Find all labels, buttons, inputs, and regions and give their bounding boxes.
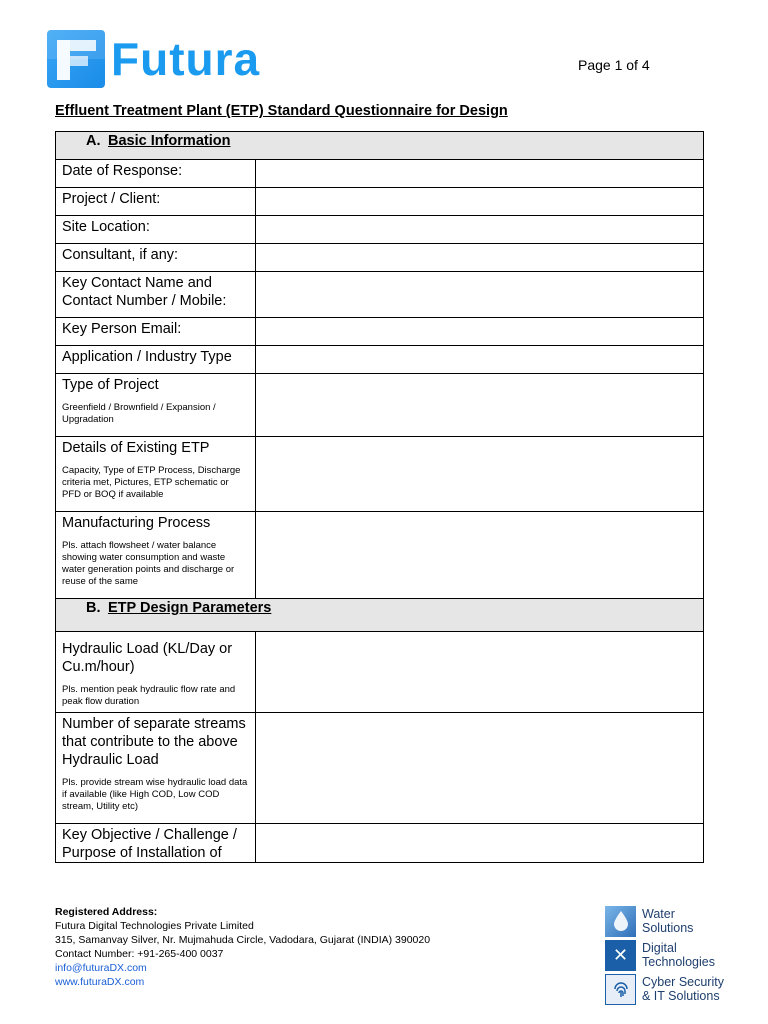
table-row bbox=[56, 346, 704, 374]
type-of-project-field[interactable] bbox=[256, 374, 704, 437]
table-row bbox=[56, 272, 704, 318]
field-label: Type of Project bbox=[62, 377, 159, 393]
field-label: Key Contact Name and Contact Number / Mobile: bbox=[62, 275, 227, 309]
division-badges bbox=[605, 905, 755, 1007]
table-row bbox=[56, 713, 704, 824]
table-row bbox=[56, 188, 704, 216]
field-hint: Greenfield / Brownfield / Expansion / Upgradation bbox=[62, 402, 216, 425]
table-row bbox=[56, 374, 704, 437]
badge-line2: Solutions bbox=[642, 921, 694, 935]
field-label: Hydraulic Load (KL/Day or Cu.m/hour) bbox=[62, 641, 233, 675]
field-label: Application / Industry Type bbox=[62, 349, 232, 365]
site-location-field[interactable] bbox=[256, 216, 704, 244]
field-label: Date of Response: bbox=[62, 163, 183, 179]
footer-address bbox=[55, 905, 430, 989]
company-logo bbox=[47, 30, 260, 88]
project-client-field[interactable] bbox=[256, 188, 704, 216]
company-address: 315, Samanvay Silver, Nr. Mujmahuda Circle, Vadodara, Gujarat (INDIA) 390020 bbox=[55, 934, 431, 946]
badge-line1: Water bbox=[642, 907, 675, 921]
key-contact-field[interactable] bbox=[256, 272, 704, 318]
badge-digital-technologies bbox=[605, 939, 755, 971]
industry-type-field[interactable] bbox=[256, 346, 704, 374]
company-name: Futura Digital Technologies Private Limited bbox=[55, 920, 254, 932]
field-label: Manufacturing Process bbox=[62, 515, 211, 531]
badge-water-solutions bbox=[605, 905, 755, 937]
table-row bbox=[56, 160, 704, 188]
table-row bbox=[56, 512, 704, 599]
field-label: Details of Existing ETP bbox=[62, 440, 210, 456]
website-link[interactable]: www.futuraDX.com bbox=[55, 976, 145, 988]
water-drop-icon bbox=[605, 906, 636, 937]
consultant-field[interactable] bbox=[256, 244, 704, 272]
email-link[interactable]: info@futuraDX.com bbox=[55, 962, 147, 974]
field-label: Site Location: bbox=[62, 219, 150, 235]
badge-line2: & IT Solutions bbox=[642, 989, 720, 1003]
manufacturing-process-field[interactable] bbox=[256, 512, 704, 599]
field-label: Key Objective / Challenge / Purpose of Installation of bbox=[62, 827, 237, 861]
existing-etp-field[interactable] bbox=[256, 437, 704, 512]
section-header-basic-information bbox=[56, 132, 704, 160]
field-hint: Pls. attach flowsheet / water balance showing water consumption and waste water generation points and discharge or reuse of the same bbox=[62, 540, 235, 587]
page-number: Page 1 of 4 bbox=[578, 57, 650, 73]
field-hint: Capacity, Type of ETP Process, Discharge criteria met, Pictures, ETP schematic or PFD or BOQ if available bbox=[62, 465, 241, 500]
registered-address-label: Registered Address: bbox=[55, 906, 158, 918]
section-title: ETP Design Parameters bbox=[108, 600, 272, 616]
table-row bbox=[56, 216, 704, 244]
field-hint: Pls. provide stream wise hydraulic load data if available (like High COD, Low COD stream, Utility etc) bbox=[62, 777, 248, 812]
futura-logo-icon bbox=[47, 30, 105, 88]
table-row bbox=[56, 632, 704, 713]
logo-text: Futura bbox=[111, 33, 261, 85]
x-mark-icon: ✕ bbox=[605, 940, 636, 971]
field-label: Number of separate streams that contribute to the above Hydraulic Load bbox=[62, 716, 246, 768]
section-letter: B. bbox=[86, 600, 101, 616]
separate-streams-field[interactable] bbox=[256, 713, 704, 824]
badge-cyber-security bbox=[605, 973, 755, 1005]
badge-line1: Cyber Security bbox=[642, 975, 724, 989]
fingerprint-icon bbox=[605, 974, 636, 1005]
field-label: Project / Client: bbox=[62, 191, 161, 207]
badge-line1: Digital bbox=[642, 941, 677, 955]
date-of-response-field[interactable] bbox=[256, 160, 704, 188]
field-label: Consultant, if any: bbox=[62, 247, 179, 263]
key-objective-field[interactable] bbox=[256, 824, 704, 863]
table-row bbox=[56, 244, 704, 272]
badge-line2: Technologies bbox=[642, 955, 715, 969]
table-row bbox=[56, 824, 704, 863]
field-hint: Pls. mention peak hydraulic flow rate and peak flow duration bbox=[62, 684, 236, 707]
questionnaire-table bbox=[55, 131, 704, 863]
document-title: Effluent Treatment Plant (ETP) Standard Questionnaire for Design bbox=[55, 103, 508, 119]
table-row bbox=[56, 437, 704, 512]
section-letter: A. bbox=[86, 133, 101, 149]
section-title: Basic Information bbox=[108, 133, 231, 149]
section-header-etp-design-parameters bbox=[56, 599, 704, 632]
field-label: Key Person Email: bbox=[62, 321, 182, 337]
table-row bbox=[56, 318, 704, 346]
key-person-email-field[interactable] bbox=[256, 318, 704, 346]
hydraulic-load-field[interactable] bbox=[256, 632, 704, 713]
contact-number: Contact Number: +91-265-400 0037 bbox=[55, 948, 224, 960]
